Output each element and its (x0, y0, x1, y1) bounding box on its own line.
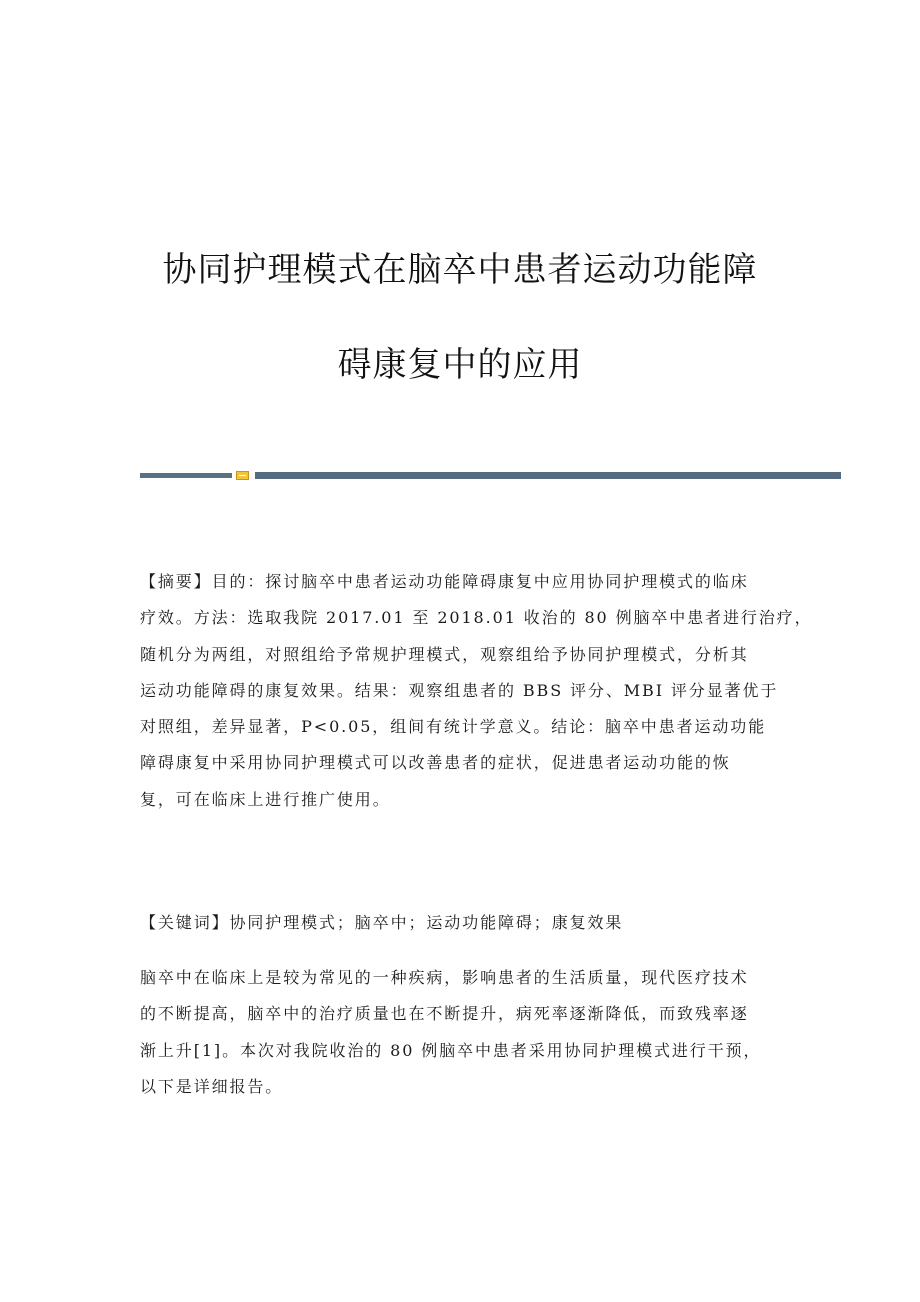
intro-line: 渐上升[1]。本次对我院收治的 80 例脑卒中患者采用协同护理模式进行干预， (140, 1040, 762, 1060)
title-line-2: 碍康复中的应用 (337, 344, 583, 385)
abstract-line: 障碍康复中采用协同护理模式可以改善患者的症状，促进患者运动功能的恢 (140, 753, 731, 773)
title-line-1: 协同护理模式在脑卒中患者运动功能障 (162, 249, 758, 290)
divider-bar-left (140, 473, 232, 478)
intro-paragraph (140, 960, 780, 1105)
divider-marker-icon (236, 471, 249, 480)
abstract-line: 运动功能障碍的康复效果。结果：观察组患者的 BBS 评分、MBI 评分显著优于 (140, 680, 779, 700)
intro-line: 以下是详细报告。 (140, 1076, 284, 1096)
abstract-line: 疗效。方法：选取我院 2017.01 至 2018.01 收治的 80 例脑卒中患者进行治疗， (140, 608, 813, 628)
abstract-line: 复，可在临床上进行推广使用。 (140, 789, 391, 809)
abstract-line: 【摘要】目的：探讨脑卒中患者运动功能障碍康复中应用协同护理模式的临床 (140, 572, 749, 591)
abstract-paragraph (140, 564, 813, 818)
keywords-paragraph (140, 905, 780, 941)
abstract-line: 对照组，差异显著，P<0.05，组间有统计学意义。结论：脑卒中患者运动功能 (140, 717, 767, 737)
keywords-line: 【关键词】协同护理模式；脑卒中；运动功能障碍；康复效果 (140, 913, 624, 932)
intro-line: 脑卒中在临床上是较为常见的一种疾病，影响患者的生活质量，现代医疗技术 (140, 968, 749, 987)
divider-bar-right (255, 472, 841, 479)
intro-line: 的不断提高，脑卒中的治疗质量也在不断提升，病死率逐渐降低，而致残率逐 (140, 1004, 749, 1024)
abstract-line: 随机分为两组，对照组给予常规护理模式，观察组给予协同护理模式，分析其 (140, 644, 749, 664)
title-divider (140, 471, 841, 480)
